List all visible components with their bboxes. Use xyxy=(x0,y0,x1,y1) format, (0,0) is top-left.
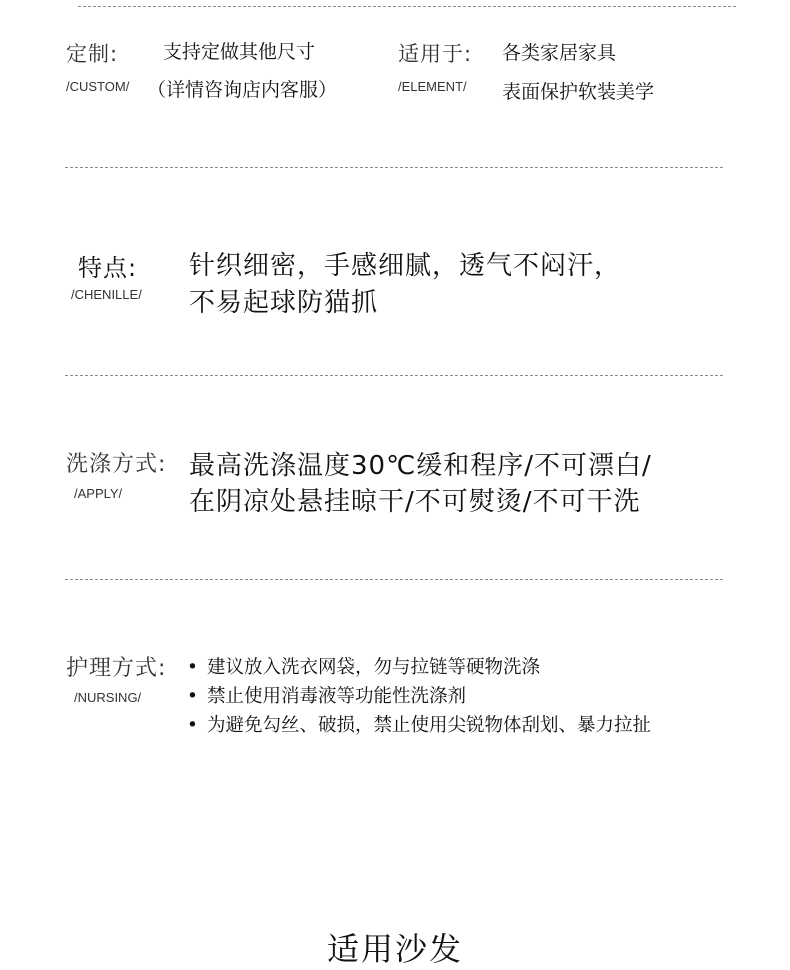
divider-3 xyxy=(65,579,723,580)
divider-1 xyxy=(65,167,723,168)
bullet-icon: • xyxy=(187,715,198,736)
section-title: 适用沙发 xyxy=(326,930,463,968)
wash-label-en: /APPLY/ xyxy=(74,486,123,501)
custom-label: 定制: xyxy=(66,42,119,66)
care-item xyxy=(187,711,651,737)
element-label-en: /ELEMENT/ xyxy=(398,79,467,94)
feature-label-en: /CHENILLE/ xyxy=(71,287,142,302)
divider-top xyxy=(78,6,736,7)
element-value-line2: 表面保护软装美学 xyxy=(502,81,655,103)
feature-value-line2: 不易起球防猫抓 xyxy=(189,288,379,318)
custom-label-en: /CUSTOM/ xyxy=(66,79,130,94)
custom-value-line1: 支持定做其他尺寸 xyxy=(163,41,316,63)
care-label-en: /NURSING/ xyxy=(74,690,142,705)
care-item-text: 禁止使用消毒液等功能性洗涤剂 xyxy=(207,686,467,707)
wash-value-line1: 最高洗涤温度30℃缓和程序/不可漂白/ xyxy=(189,451,652,481)
divider-2 xyxy=(65,375,723,376)
wash-value-line2: 在阴凉处悬挂晾干/不可熨烫/不可干洗 xyxy=(189,487,641,517)
wash-label: 洗涤方式: xyxy=(66,452,167,477)
bullet-icon: • xyxy=(187,686,198,707)
feature-value-line1: 针织细密，手感细腻，透气不闷汗， xyxy=(189,251,622,281)
care-item-text: 为避免勾丝、破损，禁止使用尖锐物体刮划、暴力拉扯 xyxy=(207,715,652,736)
bullet-icon: • xyxy=(187,657,198,678)
care-item xyxy=(187,653,540,679)
feature-label: 特点: xyxy=(78,254,138,282)
element-label: 适用于: xyxy=(398,42,473,66)
care-item-text: 建议放入洗衣网袋，勿与拉链等硬物洗涤 xyxy=(207,657,541,678)
custom-value-line2: （详情咨询店内客服） xyxy=(147,79,338,101)
care-label: 护理方式: xyxy=(66,656,167,681)
element-value-line1: 各类家居家具 xyxy=(502,42,617,64)
care-item xyxy=(187,682,466,708)
